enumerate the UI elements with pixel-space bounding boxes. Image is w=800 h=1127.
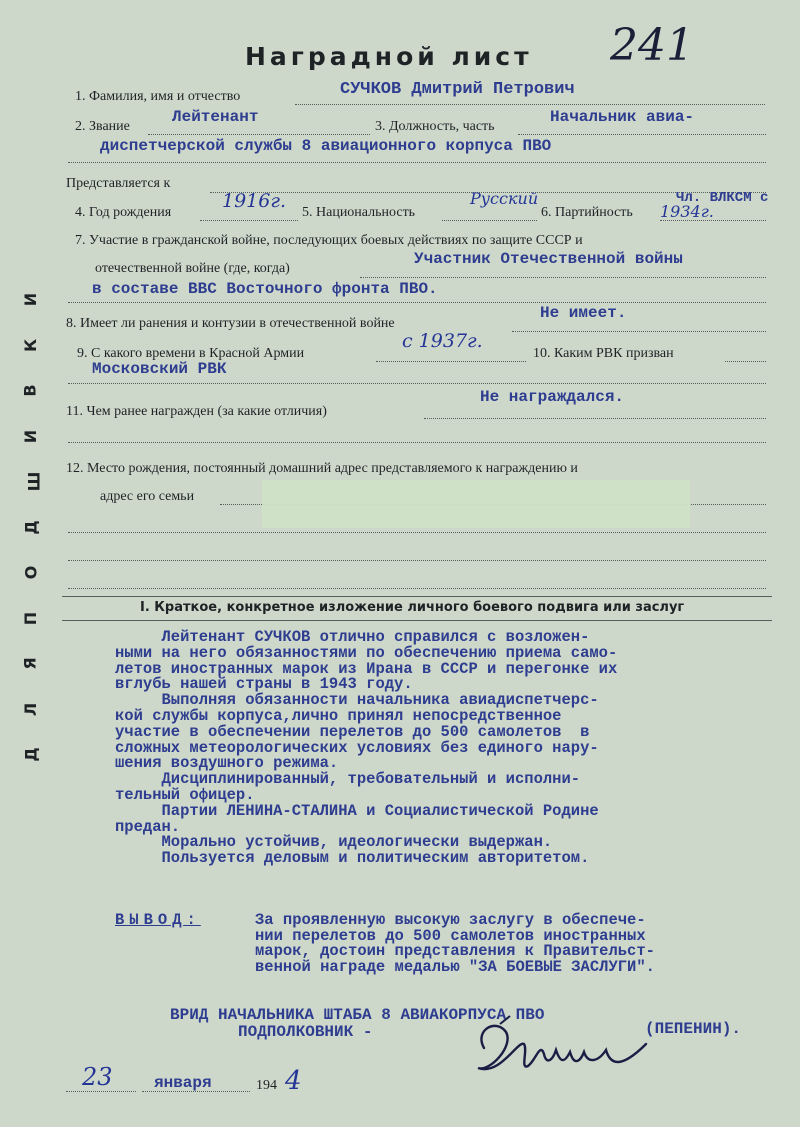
field-4-value: 1916г.: [222, 190, 286, 212]
field-10-label: 10. Каким РВК призван: [533, 346, 674, 361]
field-10-value: Московский РВК: [92, 360, 227, 378]
field-12-label-line-2: адрес его семьи: [100, 489, 195, 504]
field-11-label: 11. Чем ранее награжден (за какие отличия): [66, 404, 327, 419]
section-heading: I. Краткое, конкретное изложение личного боевого подвига или заслуг: [140, 600, 685, 615]
field-5-line: [442, 220, 537, 221]
field-5-value: Русский: [470, 189, 539, 208]
date-day-line: [66, 1091, 136, 1092]
date-day: 23: [82, 1063, 113, 1091]
field-12-line-3: [68, 560, 766, 561]
field-3-line: [518, 134, 766, 135]
merit-description-line: Пользуется деловым и политическим авторитетом.: [115, 849, 590, 868]
sidebar-letter: Ш: [24, 471, 44, 492]
merit-description-line: вглубь нашей страны в 1943 году.: [115, 675, 413, 694]
field-7-value-line-1: Участник Отечественной войны: [414, 250, 683, 268]
presented-label: Представляется к: [66, 176, 171, 191]
merit-description-line: сложных метеорологических условиях без единого нару-: [115, 738, 599, 757]
sidebar-letter: Л: [21, 702, 41, 716]
conclusion-line: нии перелетов до 500 самолетов иностранных: [255, 926, 646, 945]
sidebar-letter: Я: [20, 657, 40, 670]
signatory-name: (ПЕПЕНИН).: [645, 1020, 742, 1038]
conclusion-line: марок, достоин представления к Правительст-: [255, 942, 655, 961]
document-title: Наградной лист: [245, 42, 533, 71]
field-7-line-2: [68, 302, 766, 303]
field-5-label: 5. Национальность: [302, 205, 416, 220]
merit-description-line: шения воздушного режима.: [115, 754, 339, 773]
field-12-line-2: [68, 532, 766, 533]
merit-description-line: тельный офицер.: [115, 785, 255, 804]
date-month-line: [142, 1091, 250, 1092]
field-12-line-4: [68, 588, 766, 589]
field-6-value-line-2: 1934г.: [660, 202, 714, 221]
sidebar-letter: К: [21, 338, 41, 352]
field-6-value-line-1: Чл. ВЛКСМ с: [676, 190, 769, 206]
field-8-value: Не имеет.: [540, 304, 627, 322]
field-9-label: 9. С какого времени в Красной Армии: [77, 346, 305, 361]
sidebar-letter: Д: [21, 747, 41, 762]
field-9-line: [376, 361, 526, 362]
field-3-line-2: [68, 162, 766, 163]
merit-description-line: кой службы корпуса,лично принял непосредственное: [115, 706, 562, 725]
section-heading-underline: [62, 620, 772, 621]
merit-description-line: Дисциплинированный, требовательный и исполни-: [115, 770, 581, 789]
field-3-value-line-1: Начальник авиа-: [550, 108, 695, 126]
sidebar-letter: Д: [21, 519, 41, 535]
field-7-label-line-2: отечественной войне (где, когда): [95, 261, 290, 276]
field-8-label: 8. Имеет ли ранения и контузии в отечественной войне: [66, 316, 395, 331]
field-3-value-line-2: диспетчерской службы 8 авиационного корпуса ПВО: [100, 137, 552, 155]
field-1-value: СУЧКОВ Дмитрий Петрович: [340, 80, 575, 99]
field-10-line-2: [68, 383, 766, 384]
field-10-line: [725, 361, 766, 362]
field-7-line-1: [360, 277, 766, 278]
merit-description-line: Выполняя обязанности начальника авиадиспетчерс-: [115, 691, 599, 710]
date-year-printed: 194: [256, 1078, 277, 1093]
field-8-line: [512, 331, 766, 332]
conclusion-label: ВЫВОД:: [115, 911, 201, 929]
field-2-line: [148, 134, 370, 135]
merit-description-line: Партии ЛЕНИНА-СТАЛИНА и Социалистической Родине: [115, 801, 599, 820]
field-11-line: [424, 418, 766, 419]
field-6-label: 6. Партийность: [541, 205, 633, 220]
merit-description-line: Лейтенант СУЧКОВ отлично справился с возложен-: [115, 628, 590, 646]
merit-description-line: предан.: [115, 817, 181, 836]
field-11-value: Не награждался.: [480, 388, 625, 406]
sheet-number: 241: [610, 20, 694, 71]
field-12-label-line-1: 12. Место рождения, постоянный домашний адрес представляемого к награждению и: [66, 461, 578, 476]
field-2-value: Лейтенант: [172, 108, 259, 126]
sidebar-letter: О: [21, 565, 41, 580]
field-4-line: [200, 220, 298, 221]
date-month: января: [154, 1074, 212, 1092]
signatory-line-2: ПОДПОЛКОВНИК -: [238, 1023, 373, 1041]
redaction-block: [262, 480, 690, 528]
field-7-label-line-1: 7. Участие в гражданской войне, последующих боевых действиях по защите СССР и: [75, 233, 583, 248]
merit-description-line: ными на него обязанностями по обеспечению приема само-: [115, 643, 618, 662]
merit-description: [115, 630, 775, 867]
conclusion-text: [255, 913, 655, 975]
field-1-label: 1. Фамилия, имя и отчество: [75, 89, 241, 104]
field-7-value-line-2: в составе ВВС Восточного фронта ПВО.: [92, 280, 438, 298]
merit-description-line: Морально устойчив, идеологически выдержан.: [115, 833, 553, 852]
sidebar-letter: И: [21, 429, 41, 443]
field-4-label: 4. Год рождения: [75, 205, 172, 220]
date-year-digit: 4: [285, 1066, 302, 1096]
conclusion-line: За проявленную высокую заслугу в обеспече-: [255, 911, 646, 929]
sidebar-letter: И: [21, 292, 41, 307]
merit-description-line: участие в обеспечении перелетов до 500 самолетов в: [115, 722, 590, 741]
field-9-value: с 1937г.: [402, 330, 483, 352]
field-2-label: 2. Звание: [75, 119, 130, 134]
field-1-line: [295, 104, 765, 105]
sidebar-label: [18, 290, 46, 860]
sidebar-letter: В: [20, 384, 40, 397]
conclusion-line: венной награде медалью "ЗА БОЕВЫЕ ЗАСЛУГИ".: [255, 957, 655, 976]
signature: [470, 1010, 650, 1090]
signatory-line-1: ВРИД НАЧАЛЬНИКА ШТАБА 8 АВИАКОРПУСА ПВО: [170, 1006, 545, 1024]
sidebar-letter: П: [21, 611, 41, 625]
field-3-label: 3. Должность, часть: [375, 119, 495, 134]
field-11-line-2: [68, 442, 766, 443]
merit-description-line: летов иностранных марок из Ирана в СССР и перегонке их: [115, 659, 618, 678]
section-divider: [62, 596, 772, 597]
